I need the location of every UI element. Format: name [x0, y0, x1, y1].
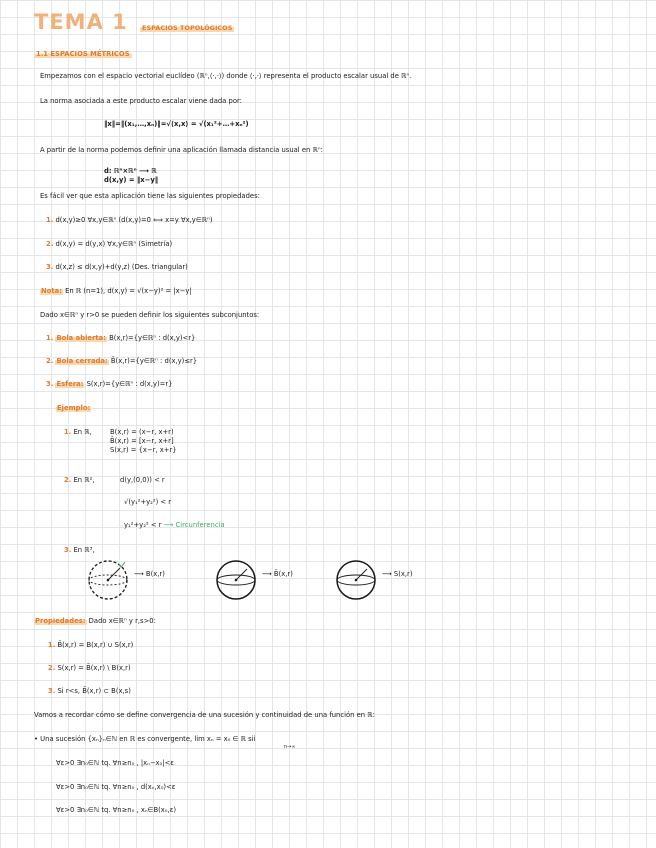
ball-property-1: 1. B̄(x,r) = B(x,r) ∪ S(x,r)	[48, 641, 134, 649]
example-1-line-1: B(x,r) = (x−r, x+r)	[110, 428, 174, 436]
ejemplo-label: Ejemplo:	[57, 404, 91, 412]
properties-intro: Es fácil ver que esta aplicación tiene las siguientes propiedades:	[40, 192, 260, 200]
subset-closed-ball: 2. Bola cerrada: B̄(x,r)={y∈ℝⁿ : d(x,y)≤r}	[46, 357, 198, 365]
example-2-line-3: y₁²+y₂² < r ⟶ Circunferencia	[124, 521, 225, 529]
page-subtitle: ESPACIOS TOPOLÓGICOS	[142, 24, 233, 32]
distance-formula-1: d: ℝⁿ×ℝⁿ ⟶ ℝ	[104, 167, 157, 175]
subset-sphere: 3. Esfera: S(x,r)={y∈ℝⁿ : d(x,y)=r}	[46, 380, 173, 388]
distance-property-3: 3. d(x,z) ≤ d(x,y)+d(y,z) (Des. triangular)	[46, 263, 188, 271]
ball-property-3: 3. Si r<s, B̄(x,r) ⊂ B(x,s)	[48, 687, 131, 695]
example-1: 1. En ℝ,	[64, 428, 92, 436]
open-ball-sphere-icon	[86, 558, 130, 602]
page-title: TEMA 1	[34, 10, 128, 34]
ball-property-2: 2. S(x,r) = B̄(x,r) \ B(x,r)	[48, 664, 131, 672]
example-1-line-2: B̄(x,r) = [x−r, x+r]	[110, 437, 174, 445]
example-3: 3. En ℝ³,	[64, 546, 95, 554]
sucesion-line: • Una sucesión {xₙ}ₙ∈ℕ en ℝ es convergente, lim xₙ = x₀ ∈ ℝ sii	[34, 735, 256, 743]
example-2-line-2: √(y₁²+y₂²) < r	[124, 498, 172, 506]
closed-ball-label: ⟶ B̄(x,r)	[262, 570, 293, 578]
subset-open-ball: 1. Bola abierta: B(x,r)={y∈ℝⁿ : d(x,y)<r}	[46, 334, 196, 342]
limit-subscript: n→∞	[284, 744, 296, 750]
convergence-line-2: ∀ε>0 ∃n₀∈ℕ tq. ∀n≥n₀ , d(xₙ,x₀)<ε	[56, 783, 176, 791]
distance-formula-2: d(x,y) = ‖x−y‖	[104, 176, 159, 184]
intro-line-1: Empezamos con el espacio vectorial euclídeo (ℝⁿ,⟨·,·⟩) donde ⟨·,·⟩ representa el producto escalar usual de ℝⁿ.	[40, 72, 412, 80]
subsets-intro: Dado x∈ℝⁿ y r>0 se pueden definir los siguientes subconjuntos:	[40, 311, 260, 319]
sphere-icon	[334, 558, 378, 602]
recordar-line: Vamos a recordar cómo se define convergencia de una sucesión y continuidad de una función en ℝ:	[34, 711, 375, 719]
distance-property-1: 1. d(x,y)≥0 ∀x,y∈ℝⁿ (d(x,y)=0 ⟺ x=y ∀x,y∈ℝⁿ)	[46, 216, 213, 224]
closed-ball-sphere-icon	[214, 558, 258, 602]
convergence-line-1: ∀ε>0 ∃n₀∈ℕ tq. ∀n≥n₀ , |xₙ−x₀|<ε	[56, 759, 174, 767]
nota-line: Nota: En ℝ (n=1), d(x,y) = √(x−y)² = |x−y|	[41, 287, 192, 295]
convergence-line-3: ∀ε>0 ∃n₀∈ℕ tq. ∀n≥n₀ , xₙ∈B(x₀,ε)	[56, 806, 177, 814]
norm-formula: ‖x‖=‖(x₁,…,xₙ)‖=√⟨x,x⟩ = √(x₁²+…+xₙ²)	[104, 120, 249, 128]
example-1-line-3: S(x,r) = {x−r, x+r}	[110, 446, 177, 454]
propiedades-line: Propiedades: Dado x∈ℝⁿ y r,s>0:	[35, 617, 156, 625]
section-heading: 1.1 ESPACIOS MÉTRICOS	[36, 50, 130, 58]
sphere-label: ⟶ S(x,r)	[382, 570, 413, 578]
example-2-line-1: d(y,(0,0)) < r	[120, 476, 165, 484]
open-ball-label: ⟶ B(x,r)	[134, 570, 165, 578]
distance-intro: A partir de la norma podemos definir una aplicación llamada distancia usual en ℝⁿ:	[40, 146, 323, 154]
distance-property-2: 2. d(x,y) = d(y,x) ∀x,y∈ℝⁿ (Simetría)	[46, 240, 173, 248]
example-2: 2. En ℝ²,	[64, 476, 95, 484]
intro-line-2: La norma asociada a este producto escalar viene dada por:	[40, 97, 242, 105]
